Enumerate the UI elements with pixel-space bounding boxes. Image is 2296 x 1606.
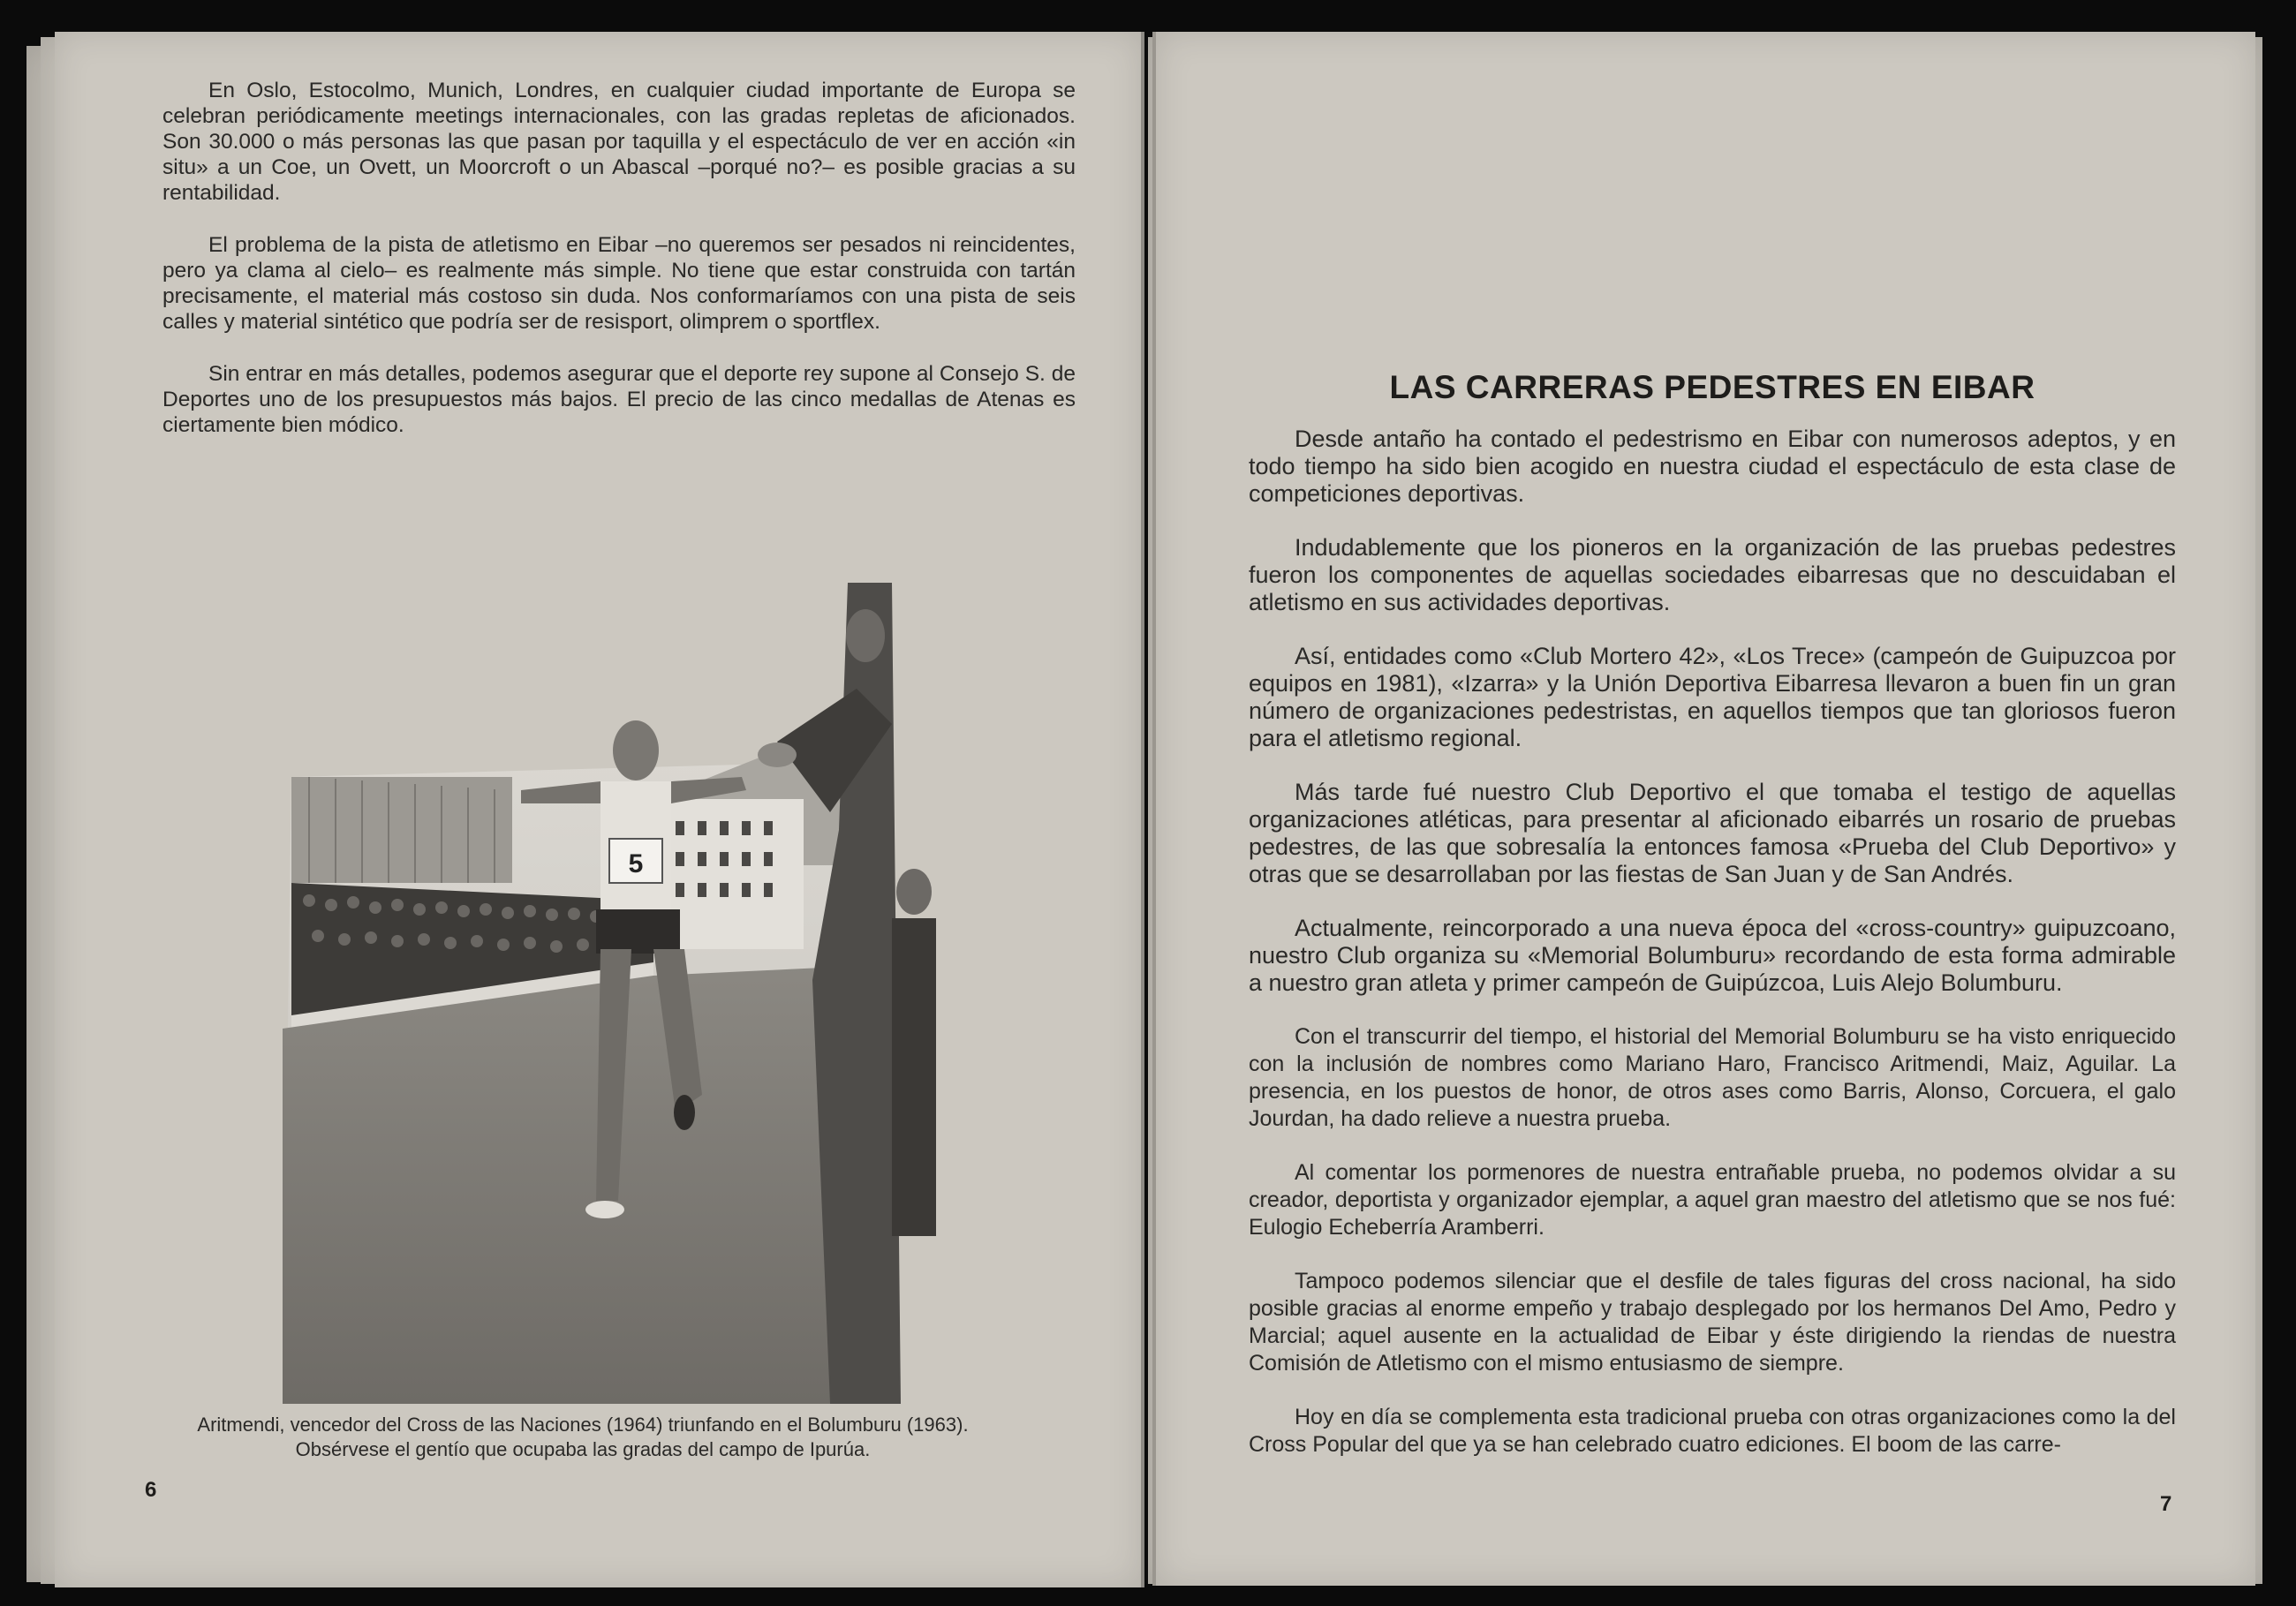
photo-illustration [283,583,936,1404]
left-page-body [162,78,1076,464]
right-paragraph-6: Con el transcurrir del tiempo, el historial del Memorial Bolumburu se ha visto enriquecido con la inclusión de nombres como Mariano Haro, Francisco Aritmendi, Maiz, Aguilar. La presencia, en los puestos de honor, de otros ases como Barris, Alonso, Corcuera, el galo Jourdan, ha dado relieve a nuestra prueba. [1249,1024,2176,1131]
caption-line-2: Obsérvese el gentío que ocupaba las gradas del campo de Ipurúa. [295,1438,871,1460]
left-paragraph-1: En Oslo, Estocolmo, Munich, Londres, en cualquier ciudad importante de Europa se celebran periódicamente meetings internacionales, con las gradas repletas de aficionados. Son 30.000 o más personas las que pasan por taquilla y el espectáculo de ver en acción «in situ» a un Coe, un Ovett, un Moorcroft o un Abascal –porqué no?– es posible gracias a su rentabilidad. [162,79,1076,205]
right-paragraph-9: Hoy en día se complementa esta tradicional prueba con otras organizaciones como la del Cross Popular del que ya se han celebrado cuatro ediciones. El boom de las carre- [1249,1405,2176,1457]
runner-finish-photo [283,583,936,1404]
caption-line-1: Aritmendi, vencedor del Cross de las Naciones (1964) triunfando en el Bolumburu (1963). [197,1414,969,1436]
page-number-left: 6 [145,1478,157,1502]
right-paragraph-1: Desde antaño ha contado el pedestrismo en Eibar con numerosos adeptos, y en todo tiempo ha sido bien acogido en nuestra ciudad el espectáculo de esta clase de competiciones deportivas. [1249,426,2176,507]
page-number-right: 7 [2160,1492,2172,1516]
left-paragraph-3: Sin entrar en más detalles, podemos asegurar que el deporte rey supone al Consejo S. de Deportes uno de los presupuestos más bajos. El precio de las cinco medallas de Atenas es ciertamente bien módico. [162,362,1076,437]
right-paragraph-2: Indudablemente que los pioneros en la organización de las pruebas pedestres fueron los componentes de aquellas sociedades eibarresas que no descuidaban el atletismo en sus actividades deportivas. [1249,534,2176,615]
section-title: LAS CARRERAS PEDESTRES EN EIBAR [1389,369,2035,405]
left-paragraph-2: El problema de la pista de atletismo en Eibar –no queremos ser pesados ni reincidentes, pero ya clama al cielo– es realmente más simple. No tiene que estar construida con tartán precisamente, el material más costoso sin duda. Nos conformaríamos con una pista de seis calles y material sintético que podría ser de resisport, olimprem o sportflex. [162,233,1076,334]
photo-caption [141,1413,1024,1462]
right-paragraph-7: Al comentar los pormenores de nuestra entrañable prueba, no podemos olvidar a su creador, deportista y organizador ejemplar, a aquel gran maestro del atletismo que se nos fué: Eulogio Echeberría Aramberri. [1249,1160,2176,1240]
right-paragraph-5: Actualmente, reincorporado a una nueva época del «cross-country» guipuzcoano, nuestro Club organiza su «Memorial Bolumburu» recordando de esta forma admirable a nuestro gran atleta y primer campeón de Guipúzcoa, Luis Alejo Bolumburu. [1249,915,2176,996]
right-paragraph-4: Más tarde fué nuestro Club Deportivo el que tomaba el testigo de aquellas organizaciones atléticas, para presentar al aficionado eibarrés un rosario de pruebas pedestres, de las que sobresalía la entonces famosa «Prueba del Club Deportivo» y otras que se desarrollaban por las fiestas de San Juan y de San Andrés. [1249,779,2176,887]
right-paragraph-3: Así, entidades como «Club Mortero 42», «Los Trece» (campeón de Guipuzcoa por equipos en 1981), «Izarra» y la Unión Deportiva Eibarresa llevaron a buen fin un gran número de organizaciones pedestristas, en aquellos tiempos que tan gloriosos fueron para el atletismo regional. [1249,643,2176,751]
right-paragraph-8: Tampoco podemos silenciar que el desfile de tales figuras del cross nacional, ha sido posible gracias al enorme empeño y trabajo desplegado por los hermanos Del Amo, Pedro y Marcial; aquel ausente en la actualidad de Eibar y éste dirigiendo la riendas de nuestra Comisión de Atletismo con el mismo entusiasmo de siempre. [1249,1269,2176,1376]
right-page-body [1249,426,2176,1485]
runner-bib-number: 5 [628,849,644,878]
